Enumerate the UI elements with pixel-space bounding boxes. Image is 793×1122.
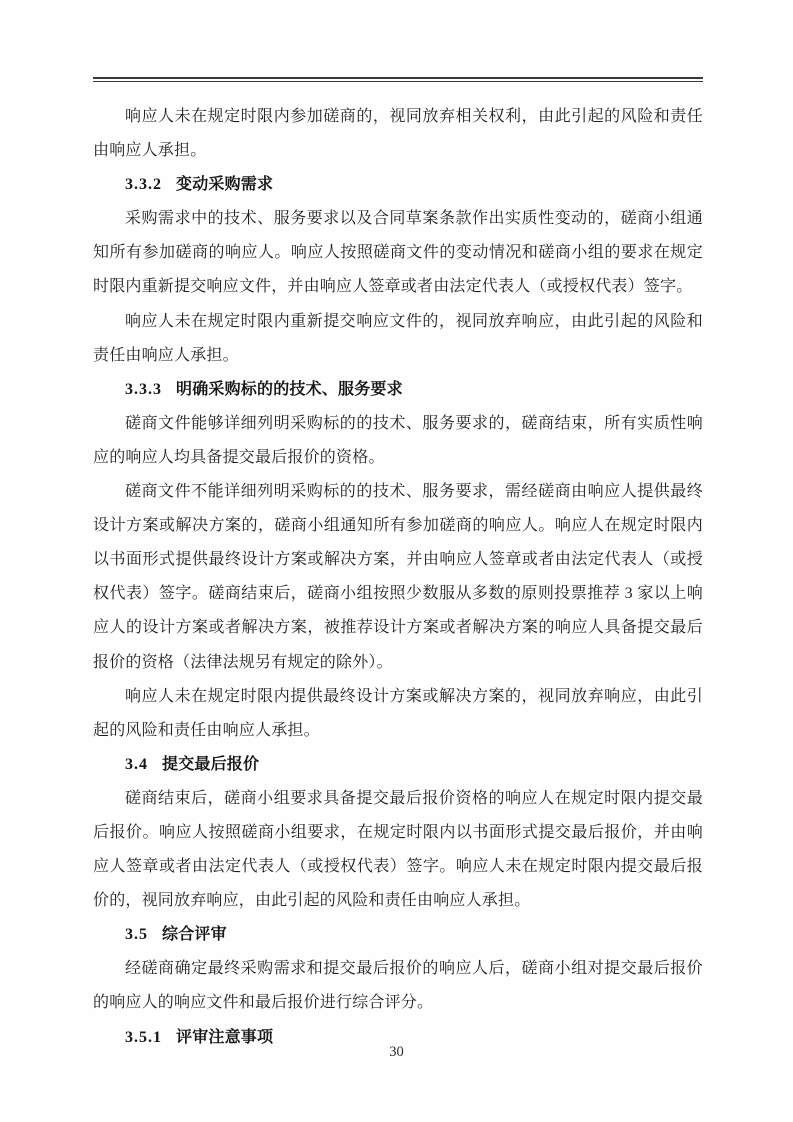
paragraph: 磋商文件不能详细列明采购标的的技术、服务要求，需经磋商由响应人提供最终设计方案或解决方案的，磋商小组通知所有参加磋商的响应人。响应人在规定时限内以书面形式提供最终设计方案或解决方案，并由响应人签章或者由法定代表人（或授权代表）签字。磋商结束后，磋商小组按照少数服从多数的原则投票推荐 3 家以上响应人的设计方案或者解决方案，被推荐设计方案或者解决方案的响应人具备提交最后报价的资格（法律法规另有规定的除外）。 (93, 483, 703, 671)
section-heading-3-5 (93, 918, 703, 952)
section-title: 综合评审 (162, 926, 227, 944)
section-title: 提交最后报价 (162, 755, 260, 773)
paragraph: 响应人未在规定时限内提供最终设计方案或解决方案的，视同放弃响应，由此引起的风险和责任由响应人承担。 (93, 687, 703, 739)
section-number: 3.3.2 (125, 176, 162, 194)
section-number: 3.5.1 (125, 1028, 162, 1046)
section-title: 明确采购标的的技术、服务要求 (176, 380, 403, 398)
page-number: 30 (389, 1044, 404, 1060)
section-heading-3-4 (93, 748, 703, 782)
section-number: 3.3.3 (125, 380, 162, 398)
section-number: 3.5 (125, 926, 148, 944)
document-content (93, 100, 703, 1055)
section-number: 3.4 (125, 755, 148, 773)
section-title: 变动采购需求 (176, 176, 274, 194)
paragraph: 磋商结束后，磋商小组要求具备提交最后报价资格的响应人在规定时限内提交最后报价。响应人按照磋商小组要求，在规定时限内以书面形式提交最后报价，并由响应人签章或者由法定代表人（或授权代表）签字。响应人未在规定时限内提交最后报价的，视同放弃响应，由此引起的风险和责任由响应人承担。 (93, 789, 703, 910)
section-title: 评审注意事项 (176, 1028, 274, 1046)
paragraph: 磋商文件能够详细列明采购标的的技术、服务要求的，磋商结束，所有实质性响应的响应人均具备提交最后报价的资格。 (93, 414, 703, 466)
paragraph: 经磋商确定最终采购需求和提交最后报价的响应人后，磋商小组对提交最后报价的响应人的响应文件和最后报价进行综合评分。 (93, 960, 703, 1012)
header-double-rule (93, 77, 703, 82)
section-heading-3-3-2 (93, 168, 703, 202)
paragraph: 响应人未在规定时限内重新提交响应文件的，视同放弃响应，由此引起的风险和责任由响应人承担。 (93, 312, 703, 364)
section-heading-3-3-3 (93, 373, 703, 407)
paragraph: 采购需求中的技术、服务要求以及合同草案条款作出实质性变动的，磋商小组通知所有参加磋商的响应人。响应人按照磋商文件的变动情况和磋商小组的要求在规定时限内重新提交响应文件，并由响应人签章或者由法定代表人（或授权代表）签字。 (93, 210, 703, 296)
paragraph: 响应人未在规定时限内参加磋商的，视同放弃相关权利，由此引起的风险和责任由响应人承担。 (93, 108, 703, 160)
